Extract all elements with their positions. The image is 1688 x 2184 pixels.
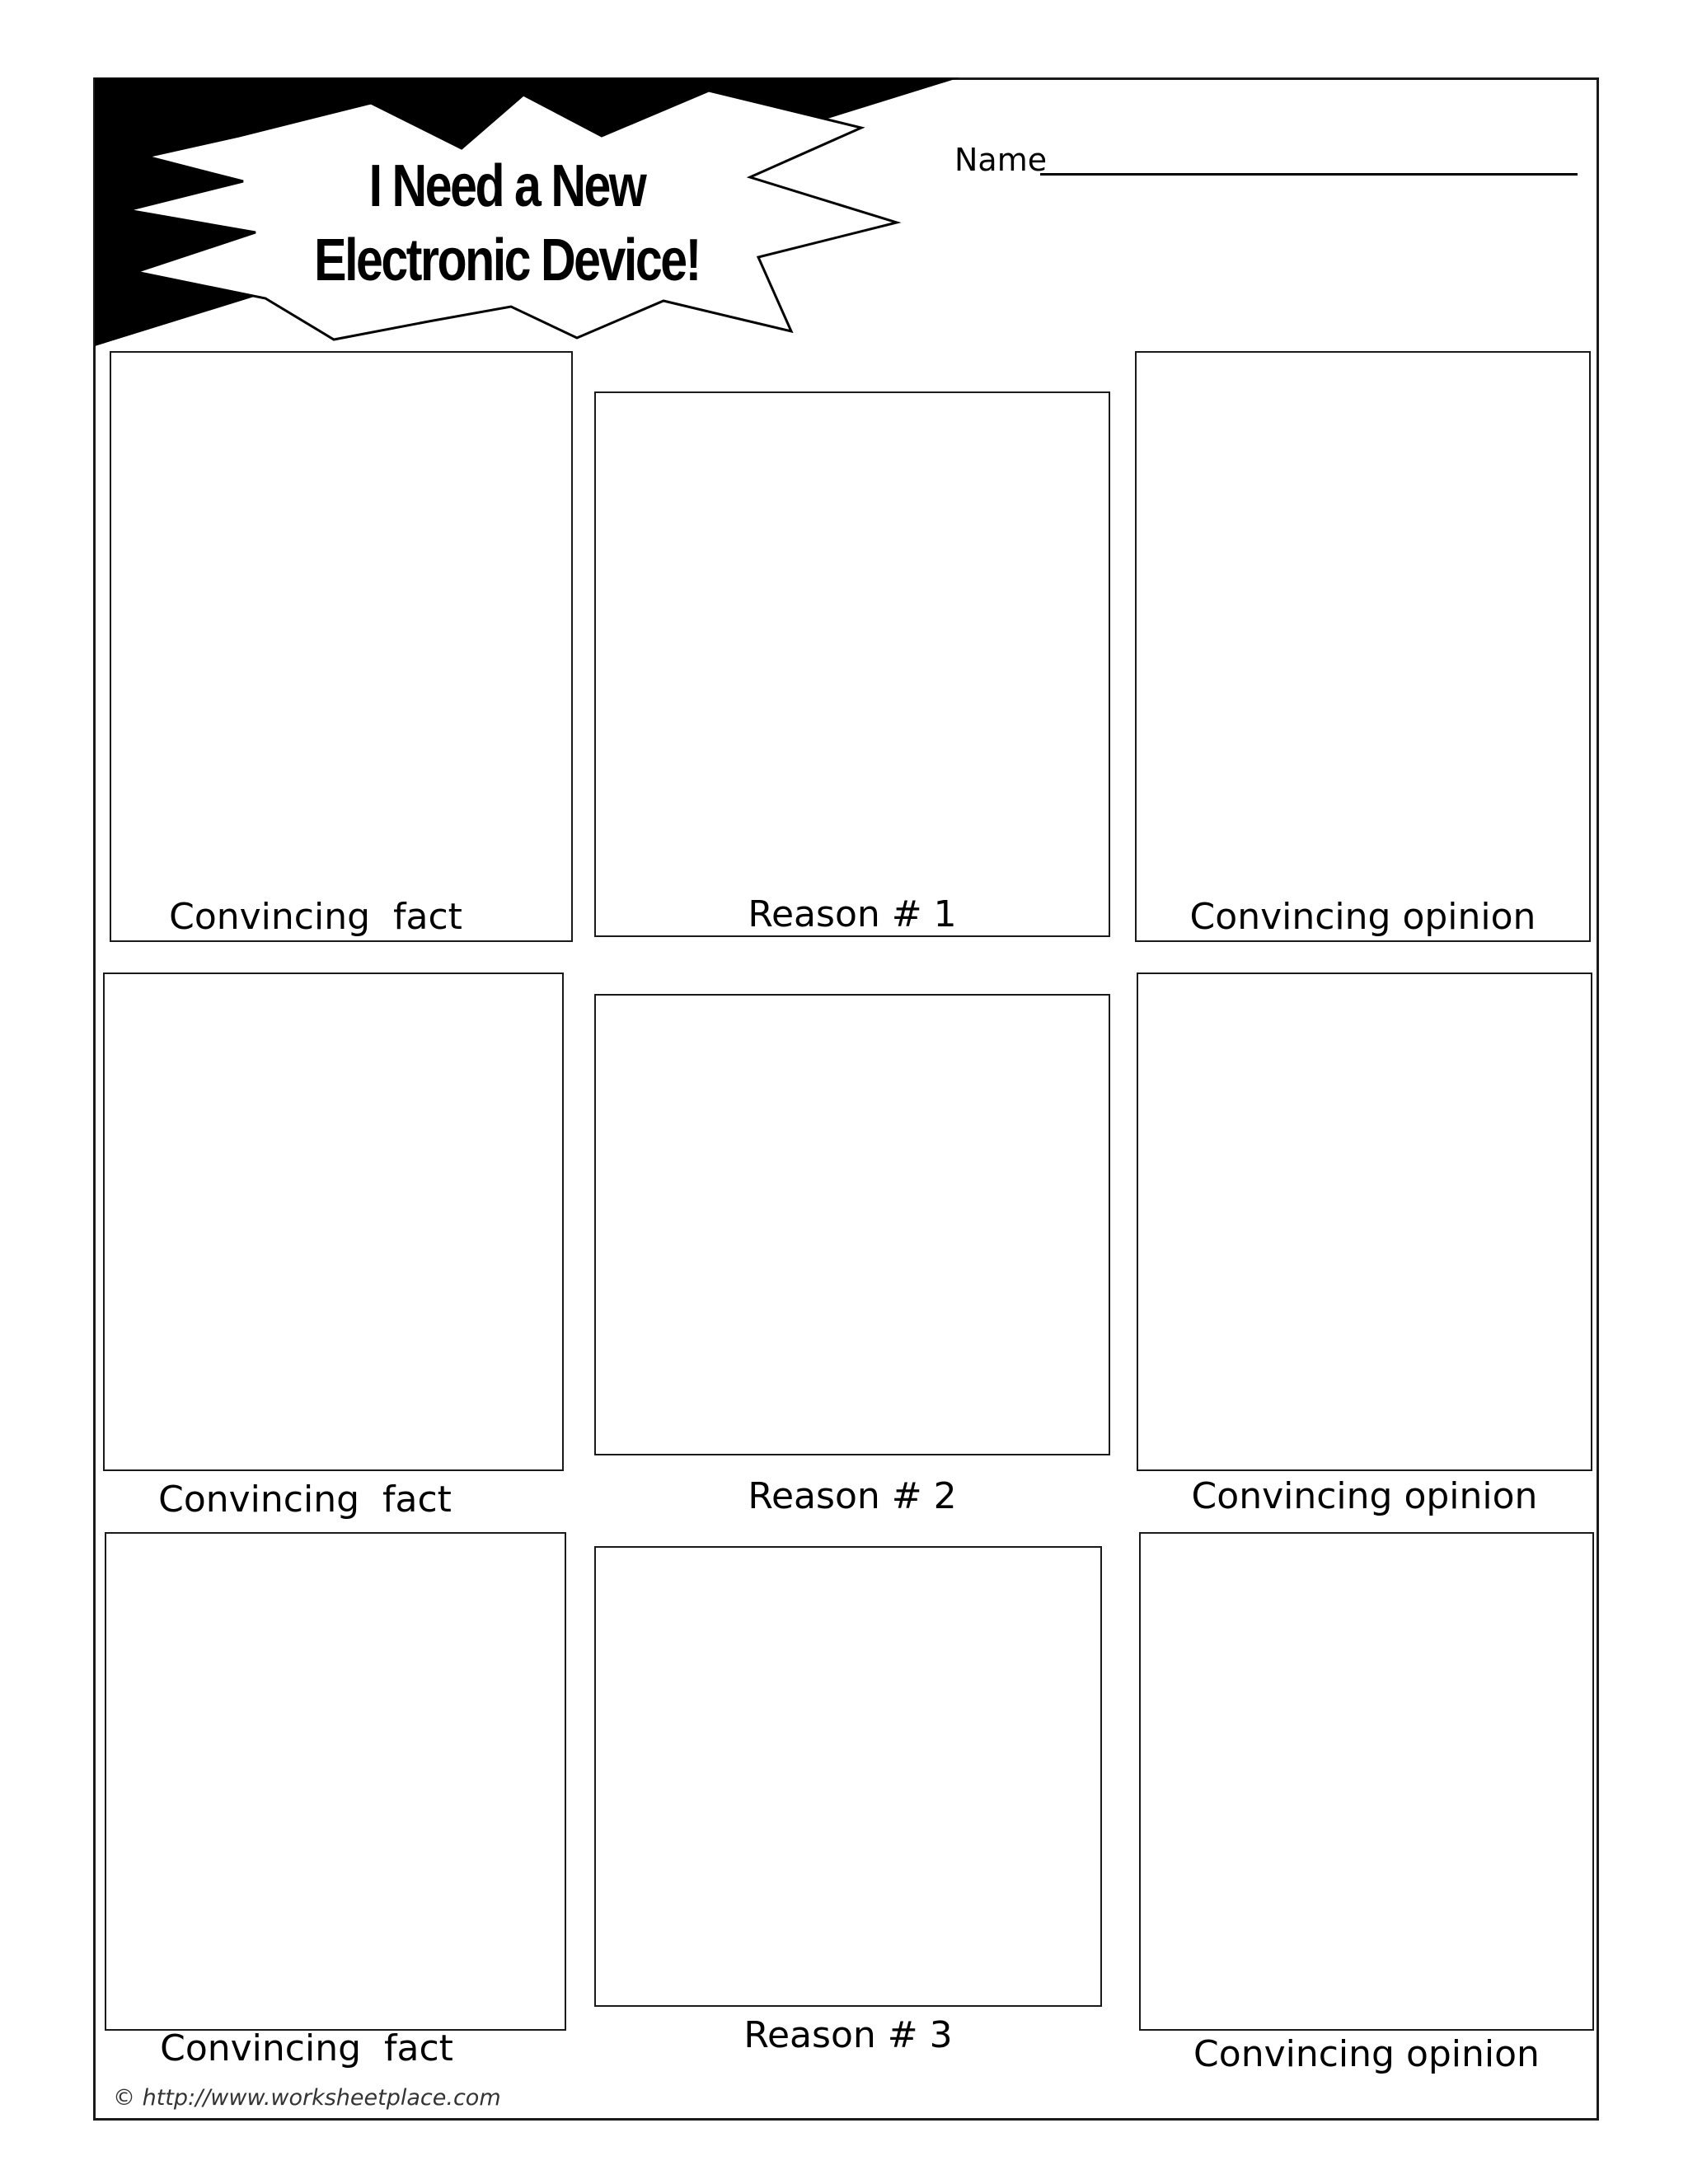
caption-reason-3: Reason # 3	[743, 2014, 953, 2056]
caption-opinion-3: Convincing opinion	[1193, 2033, 1540, 2075]
name-label: Name	[954, 142, 1048, 178]
opinion-box-1[interactable]	[1135, 351, 1591, 942]
fact-box-2[interactable]	[103, 972, 564, 1471]
name-write-line[interactable]	[1040, 173, 1578, 176]
caption-reason-1: Reason # 1	[748, 893, 957, 935]
title-line-1: I Need a New	[368, 153, 645, 219]
caption-fact-2: Convincing fact	[158, 1479, 452, 1521]
caption-opinion-2: Convincing opinion	[1191, 1475, 1538, 1517]
reason-box-3[interactable]	[594, 1546, 1102, 2007]
fact-box-1[interactable]	[110, 351, 573, 942]
fact-box-3[interactable]	[105, 1532, 566, 2031]
caption-fact-1: Convincing fact	[169, 896, 462, 938]
reason-box-2[interactable]	[594, 994, 1110, 1455]
opinion-box-2[interactable]	[1137, 972, 1592, 1471]
footer-copyright: © http://www.worksheetplace.com	[113, 2085, 501, 2111]
caption-opinion-1: Convincing opinion	[1189, 896, 1536, 938]
reason-box-1[interactable]	[594, 391, 1110, 937]
opinion-box-3[interactable]	[1139, 1532, 1594, 2031]
caption-reason-2: Reason # 2	[748, 1475, 957, 1517]
caption-fact-3: Convincing fact	[160, 2027, 453, 2069]
title-line-2: Electronic Device!	[314, 227, 700, 293]
